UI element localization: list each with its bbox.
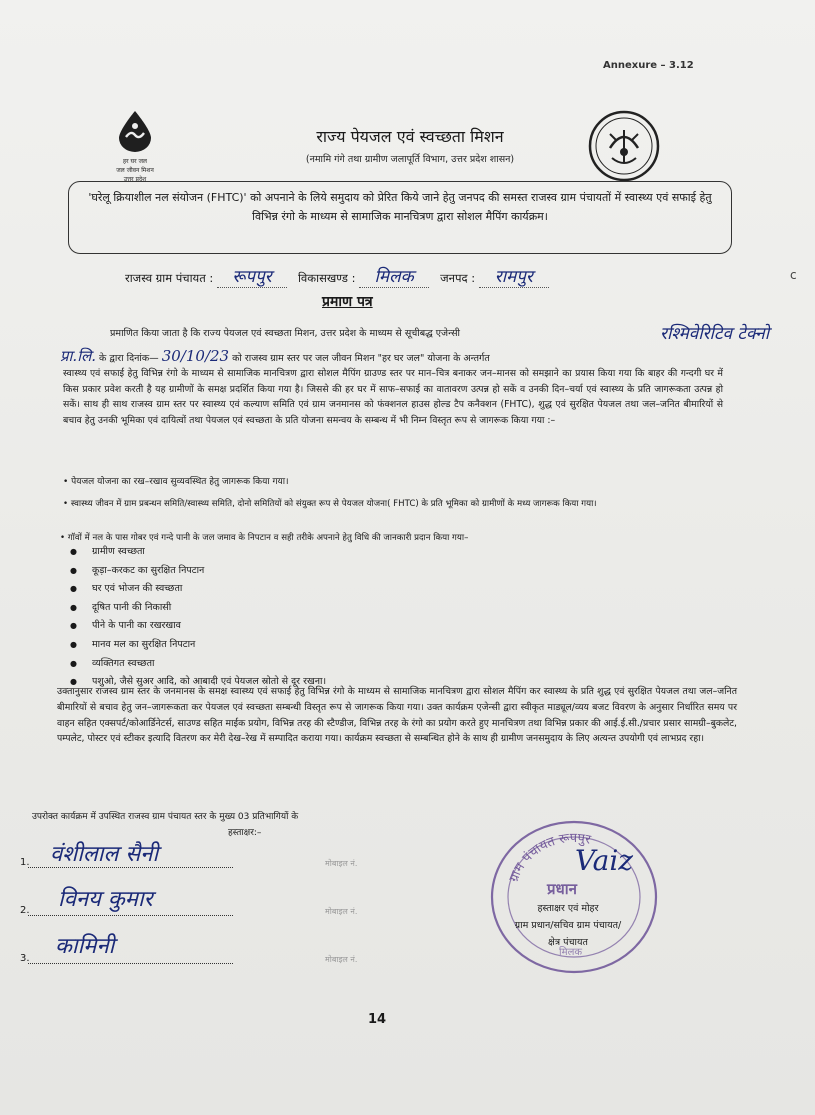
stamp-top-text: ग्राम पंचायत रूपपुर — [506, 830, 592, 885]
gp-label: राजस्व ग्राम पंचायत : — [125, 271, 214, 285]
agency-suffix-handwritten: प्रा.लि. — [60, 347, 97, 365]
cert-line-1: प्रमाणित किया जाता है कि राज्य पेयजल एवं स्वच्छता मिशन, उत्तर प्रदेश के माध्यम से सूचीबद्ध एजेन्सी — [110, 328, 461, 339]
margin-mark: c — [790, 268, 797, 282]
annexure-label: Annexure – 3.12 — [603, 60, 694, 71]
list-item: ● पीने के पानी का रखरखाव — [70, 620, 181, 632]
sanitation-topics-list — [70, 543, 326, 692]
stamp-bottom-text: मिलक — [559, 947, 583, 958]
bullet-3: • गॉवों में नल के पास गोबर एवं गन्दे पानी के जल जमाव के निपटान व सही तरीके अपनाने हेतु विधि की जानकारी प्रदान किया गया– — [60, 533, 469, 543]
list-item: ● ग्रामीण स्वच्छता — [70, 546, 145, 557]
pradhan-line-1: हस्ताक्षर एवं मोहर — [537, 903, 599, 914]
participant-2-mobile-label: मोबाइल नं. — [325, 907, 358, 916]
participants-intro: उपरोक्त कार्यक्रम में उपस्थित राजस्व ग्राम पंचायत स्तर के मुख्य 03 प्रतिभागियों के — [32, 812, 299, 822]
logo-caption-3: उत्तर प्रदेश — [123, 176, 147, 183]
participant-3-mobile-label: मोबाइल नं. — [325, 955, 358, 964]
list-item: ● मानव मल का सुरक्षित निपटान — [70, 638, 196, 650]
participant-1-signature: वंशीलाल सैनी — [50, 842, 159, 867]
logo-caption-1: हर घर जल — [123, 158, 147, 165]
gp-value: रूपपुर — [217, 264, 287, 288]
list-item: ● दूषित पानी की निकासी — [70, 601, 172, 613]
participant-1-mobile-label: मोबाइल नं. — [325, 859, 358, 868]
water-drop-icon — [113, 108, 157, 152]
district-value: रामपुर — [479, 264, 549, 288]
bullet-3-text: गॉवों में नल के पास गोबर एवं गन्दे पानी के जल जमाव के निपटान व सही तरीके अपनाने हेतु विधि की जानकारी प्रदान किया गया– — [67, 533, 469, 543]
bullet-1: • पेयजल योजना का रख–रखाव सुव्यवस्थित हेतु जागरूक किया गया। — [63, 477, 289, 487]
list-item: ● घर एवं भोजन की स्वच्छता — [70, 583, 183, 595]
block-value: मिलक — [359, 264, 429, 288]
header-title: राज्य पेयजल एवं स्वच्छता मिशन — [316, 127, 504, 146]
page-number: 14 — [368, 1012, 387, 1027]
participant-row-1: 1. — [20, 855, 233, 868]
cert-line-2 — [60, 346, 750, 366]
list-item: ● कूड़ा–करकट का सुरक्षित निपटान — [70, 564, 205, 576]
cert-paragraph: स्वास्थ्य एवं सफाई हेतु विभिन्न रंगो के माध्यम से सामाजिक मानचित्रण द्वारा सोशल मैपिंग ग्राउण्ड स्तर पर मान–चित्र बनाकर जन–मानस को समझाने का प्रयास किया गया कि बाहर की गन्दगी घर में किस प्रकार प्रवेश करती है यह ग्रामीणों के समक्ष प्रदर्शित किया गया है। जिससे की हर घर में साफ–सफाई का वातावरण उत्पन्न हो सकें व उनकी दिन–चर्या एवं स्वास्थ्य के प्रति जागरूकता उत्पन्न हो सकें। साथ ही साथ राजस्व ग्राम स्तर पर स्वास्थ्य एवं कल्याण समिति एवं ग्राम जनमानस को फंक्शनल हाउस होल्ड टैप कनैक्शन (FHTC), शुद्ध एवं सुरक्षित पेयजल तथा जल–जनित बीमारियों से बचाव हेतु उनकी भूमिका एवं दायित्वों तथा पेयजल एवं स्वच्छता के प्रति योजना समन्वय के सम्बन्ध में भी निम्न विस्तृत रूप से जागरूक किया गया :– — [63, 368, 723, 426]
district-label: जनपद : — [440, 271, 476, 285]
bullet-1-text: पेयजल योजना का रख–रखाव सुव्यवस्थित हेतु जागरूक किया गया। — [71, 477, 289, 487]
logo-caption-2: जल जीवन मिशन — [116, 167, 154, 174]
bullet-2: • स्वास्थ्य जीवन में ग्राम प्रबन्धन समिति/स्वास्थ्य समिति, दोनो समितियों को संयुक्त रूप से पेयजल योजना( FHTC) के प्रति भूमिका को ग्रामीणों के मध्य जागरूक किया गया। — [63, 499, 597, 509]
jal-jeevan-mission-logo — [100, 108, 170, 183]
participant-3-signature: कामिनी — [55, 934, 115, 959]
list-item: ● व्यक्तिगत स्वच्छता — [70, 657, 155, 669]
pradhan-line-3: क्षेत्र पंचायत — [548, 937, 588, 948]
participant-row-3: 3. — [20, 951, 233, 964]
gram-panchayat-stamp — [487, 817, 662, 977]
pradhan-line-2: ग्राम प्रधान/सचिव ग्राम पंचायत/ — [514, 920, 622, 931]
block-label: विकासखण्ड : — [297, 271, 356, 285]
stamp-center-text: प्रधान — [547, 880, 577, 898]
list-item: ● पशुओ, जैसे सुअर आदि, को आबादी एवं पेयजल स्रोतो से दूर रखना। — [70, 676, 327, 688]
agency-name-handwritten: रश्मिवेरिटिव टेक्नो — [660, 324, 770, 344]
cert-line-2a: के द्वारा दिनांक— — [99, 353, 159, 364]
participant-2-signature: विनय कुमार — [58, 887, 153, 912]
header-subtitle: (नमामि गंगे तथा ग्रामीण जलापूर्ति विभाग, उत्तर प्रदेश शासन) — [305, 154, 515, 165]
cert-line-2b: को राजस्व ग्राम स्तर पर जल जीवन मिशन "हर घर जल" योजना के अन्तर्गत — [232, 353, 490, 364]
certificate-title: प्रमाण पत्र — [322, 294, 373, 310]
pradhan-signature-block — [468, 900, 668, 951]
gram-panchayat-line — [125, 264, 549, 288]
date-handwritten: 30/10/23 — [161, 347, 230, 365]
participant-row-2: 2. — [20, 903, 233, 916]
pradhan-signature: Vaiz — [575, 844, 634, 877]
signature-label: हस्ताक्षर:– — [228, 828, 262, 838]
program-title-box: 'घरेलू क्रियाशील नल संयोजन (FHTC)' को अपनाने के लिये समुदाय को प्रेरित किये जाने हेतु जनपद की समस्त राजस्व ग्राम पंचायतों में स्वास्थ्य एवं सफाई हेतु विभिन्न रंगो के माध्यम से सामाजिक मानचित्रण द्वारा सोशल मैपिंग कार्यक्रम। — [68, 181, 732, 254]
bullet-2-text: स्वास्थ्य जीवन में ग्राम प्रबन्धन समिति/स्वास्थ्य समिति, दोनो समितियों को संयुक्त रूप से पेयजल योजना( FHTC) के प्रति भूमिका को ग्रामीणों के मध्य जागरूक किया गया। — [70, 499, 597, 509]
summary-paragraph: उक्तानुसार राजस्व ग्राम स्तर के जनमानस के समक्ष स्वास्थ्य एवं सफाई हेतु विभिन्न रंगो के माध्यम से सामाजिक मानचित्रण द्वारा सोशल मैपिंग कर स्वास्थ्य के प्रति शुद्ध एवं सुरक्षित पेयजल तथा जल–जनित बीमारियों से बचाव हेतु जन–जागरूकता कर पेयजल एवं स्वच्छता सम्बन्धी विस्तृत रूप से जागरूक किया गया। उक्त कार्यक्रम एजेन्सी द्वारा स्वीकृत माड्यूल/व्यय बजट विवरण के अनुसार निर्धारित समय पर वाहन सहित एक्सपर्ट/कोआर्डिनेटर्स, साउण्ड सहित माईक प्रयोग, विभिन्न तरह की स्टैण्डीज, विभिन्न तरह के रंगो का प्रयोग करते हुए मानचित्रण तथा विभिन्न प्रकार की आई.ई.सी./प्रचार प्रसार सामग्री–बुकलेट, पम्पलेट, पोस्टर एवं स्टीकर इत्यादि वितरण कर मेरी देख–रेख में सम्पादित कराया गया। कार्यक्रम स्वच्छता से सम्बन्धित होने के साथ ही ग्रामीण जनसमुदाय के लिए अत्यन्त उपयोगी एवं लाभप्रद रहा। — [57, 686, 737, 745]
